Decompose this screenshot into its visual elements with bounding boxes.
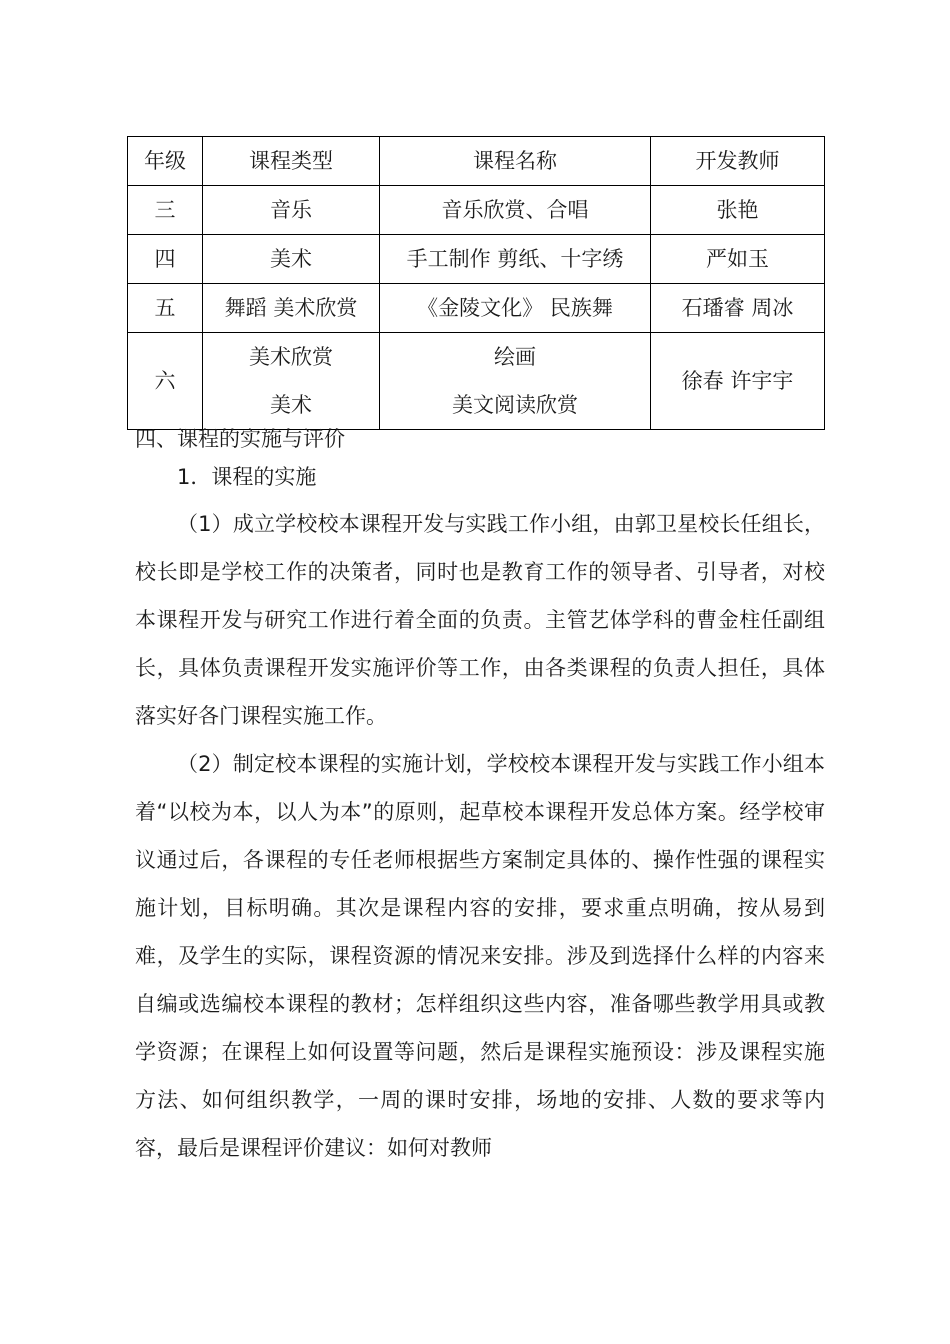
- table-row: [128, 333, 825, 430]
- course-type-line: 美术: [270, 393, 312, 417]
- header-grade: 年级: [128, 137, 203, 186]
- course-type-cell: [203, 333, 380, 430]
- header-teacher: 开发教师: [651, 137, 825, 186]
- table-row: [128, 186, 825, 235]
- teacher-cell: 张艳: [651, 186, 825, 235]
- table-row: [128, 235, 825, 284]
- section-heading: 四、课程的实施与评价: [135, 427, 345, 451]
- course-name-cell: 《金陵文化》 民族舞: [380, 284, 651, 333]
- course-name-cell: 音乐欣赏、合唱: [380, 186, 651, 235]
- header-course-name: 课程名称: [380, 137, 651, 186]
- grade-cell: 六: [128, 333, 203, 430]
- course-type-cell: 美术: [203, 235, 380, 284]
- header-course-type: 课程类型: [203, 137, 380, 186]
- paragraph-1: （1）成立学校校本课程开发与实践工作小组，由郭卫星校长任组长，校长即是学校工作的决策者，同时也是教育工作的领导者、引导者，对校本课程开发与研究工作进行着全面的负责。主管艺体学科的曹金柱任副组长，具体负责课程开发实施评价等工作，由各类课程的负责人担任，具体落实好各门课程实施工作。: [135, 512, 825, 728]
- teacher-cell: 徐春 许宇宇: [651, 333, 825, 430]
- grade-cell: 五: [128, 284, 203, 333]
- table-row: [128, 284, 825, 333]
- course-type-line: 美术欣赏: [249, 345, 333, 369]
- course-type-cell: 舞蹈 美术欣赏: [203, 284, 380, 333]
- course-name-cell: 手工制作 剪纸、十字绣: [380, 235, 651, 284]
- course-name-line: 绘画: [494, 345, 536, 369]
- teacher-cell: 石璠睿 周冰: [651, 284, 825, 333]
- sub-heading: 1．课程的实施: [177, 465, 317, 489]
- table-header-row: [128, 137, 825, 186]
- course-name-cell: [380, 333, 651, 430]
- course-table: [127, 136, 825, 430]
- course-type-cell: 音乐: [203, 186, 380, 235]
- course-name-line: 美文阅读欣赏: [452, 393, 578, 417]
- teacher-cell: 严如玉: [651, 235, 825, 284]
- grade-cell: 四: [128, 235, 203, 284]
- grade-cell: 三: [128, 186, 203, 235]
- paragraph-2: （2）制定校本课程的实施计划，学校校本课程开发与实践工作小组本着“以校为本，以人为本”的原则，起草校本课程开发总体方案。经学校审议通过后，各课程的专任老师根据些方案制定具体的、操作性强的课程实施计划，目标明确。其次是课程内容的安排，要求重点明确，按从易到难，及学生的实际，课程资源的情况来安排。涉及到选择什么样的内容来自编或选编校本课程的教材；怎样组织这些内容，准备哪些教学用具或教学资源；在课程上如何设置等问题，然后是课程实施预设：涉及课程实施方法、如何组织教学，一周的课时安排，场地的安排、人数的要求等内容，最后是课程评价建议：如何对教师: [135, 752, 825, 1160]
